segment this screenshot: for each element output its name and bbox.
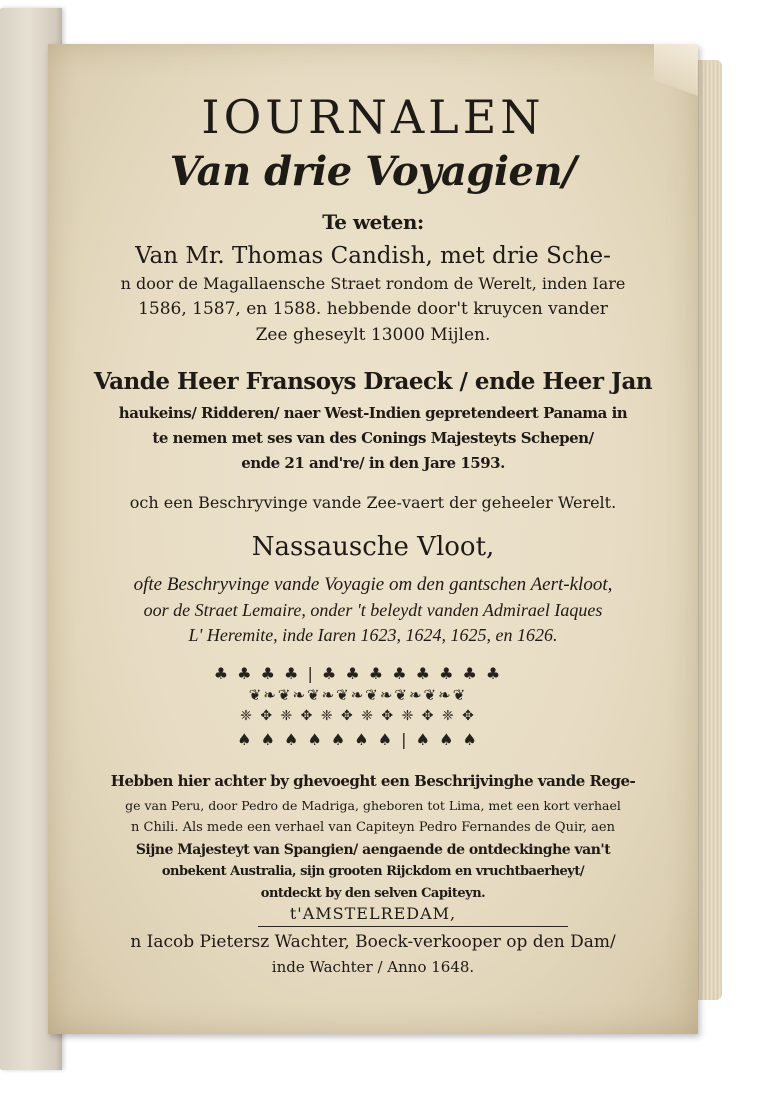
appendix-line: Sijne Majesteyt van Spangien/ aengaende de ontdeckinghe van't bbox=[135, 842, 611, 858]
printers-ornament-row: ♠ ♠ ♠ ♠ ♠ ♠ ♠ | ♠ ♠ ♠ bbox=[237, 730, 479, 749]
appendix-line: n Chili. Als mede een verhael van Capiteyn Pedro Fernandes de Quir, aen bbox=[131, 820, 615, 835]
printers-ornament-row: ♣ ♣ ♣ ♣ | ♣ ♣ ♣ ♣ ♣ ♣ ♣ ♣ bbox=[213, 664, 503, 683]
appendix-line: Hebben hier achter by ghevoeght een Beschrijvinghe vande Rege- bbox=[110, 772, 636, 790]
printers-ornament-row: ❈ ✥ ❈ ✥ ❈ ✥ ❈ ✥ ❈ ✥ ❈ ✥ bbox=[240, 708, 476, 724]
imprint-city: t'AMSTELREDAM, bbox=[289, 904, 457, 923]
nassau-line: L' Heremite, inde Iaren 1623, 1624, 1625, en 1626. bbox=[188, 625, 558, 645]
appendix-line: onbekent Australia, sijn grooten Rijckdom en vruchtbaerheyt/ bbox=[161, 864, 585, 879]
appendix-line: ge van Peru, door Pedro de Madriga, gheboren tot Lima, met een kort verhael bbox=[125, 798, 621, 813]
te-weten: Te weten: bbox=[322, 210, 424, 234]
nassau-line: ofte Beschryvinge vande Voyagie om den gantschen Aert-kloot, bbox=[133, 574, 613, 595]
appendix-line: ontdeckt by den selven Capiteyn. bbox=[260, 886, 486, 901]
imprint-line: inde Wachter / Anno 1648. bbox=[271, 958, 475, 976]
main-title: IOURNALEN bbox=[201, 90, 545, 144]
title-page bbox=[48, 44, 698, 1034]
draeck-line: haukeins/ Ridderen/ naer West-Indien gepretendeert Panama in bbox=[118, 404, 628, 422]
imprint-rule bbox=[258, 926, 568, 927]
printers-ornament-row: ❦❧❦❧❦❧❦❧❦❧❦❧❦❧❦ bbox=[248, 686, 468, 704]
imprint-line: n Iacob Pietersz Wachter, Boeck-verkooper op den Dam/ bbox=[130, 932, 616, 952]
candish-line: Zee gheseylt 13000 Mijlen. bbox=[255, 325, 491, 345]
draeck-line: te nemen met ses van des Conings Majesteyts Schepen/ bbox=[152, 429, 594, 447]
candish-line: Van Mr. Thomas Candish, met drie Sche- bbox=[135, 243, 611, 269]
draeck-line: ende 21 and're/ in den Jare 1593. bbox=[241, 454, 505, 472]
nassau-heading: Nassausche Vloot, bbox=[251, 532, 495, 562]
nassau-line: oor de Straet Lemaire, onder 't beleydt vanden Admirael Iaques bbox=[143, 600, 603, 620]
subtitle: Van drie Voyagien/ bbox=[169, 148, 577, 195]
candish-line: n door de Magallaensche Straet rondom de Werelt, inden Iare bbox=[120, 274, 626, 293]
candish-line: 1586, 1587, en 1588. hebbende door't kruycen vander bbox=[138, 299, 608, 319]
beschryvinge-line: och een Beschryvinge vande Zee-vaert der geheeler Werelt. bbox=[129, 493, 617, 512]
draeck-line: Vande Heer Fransoys Draeck / ende Heer Jan bbox=[93, 368, 653, 395]
